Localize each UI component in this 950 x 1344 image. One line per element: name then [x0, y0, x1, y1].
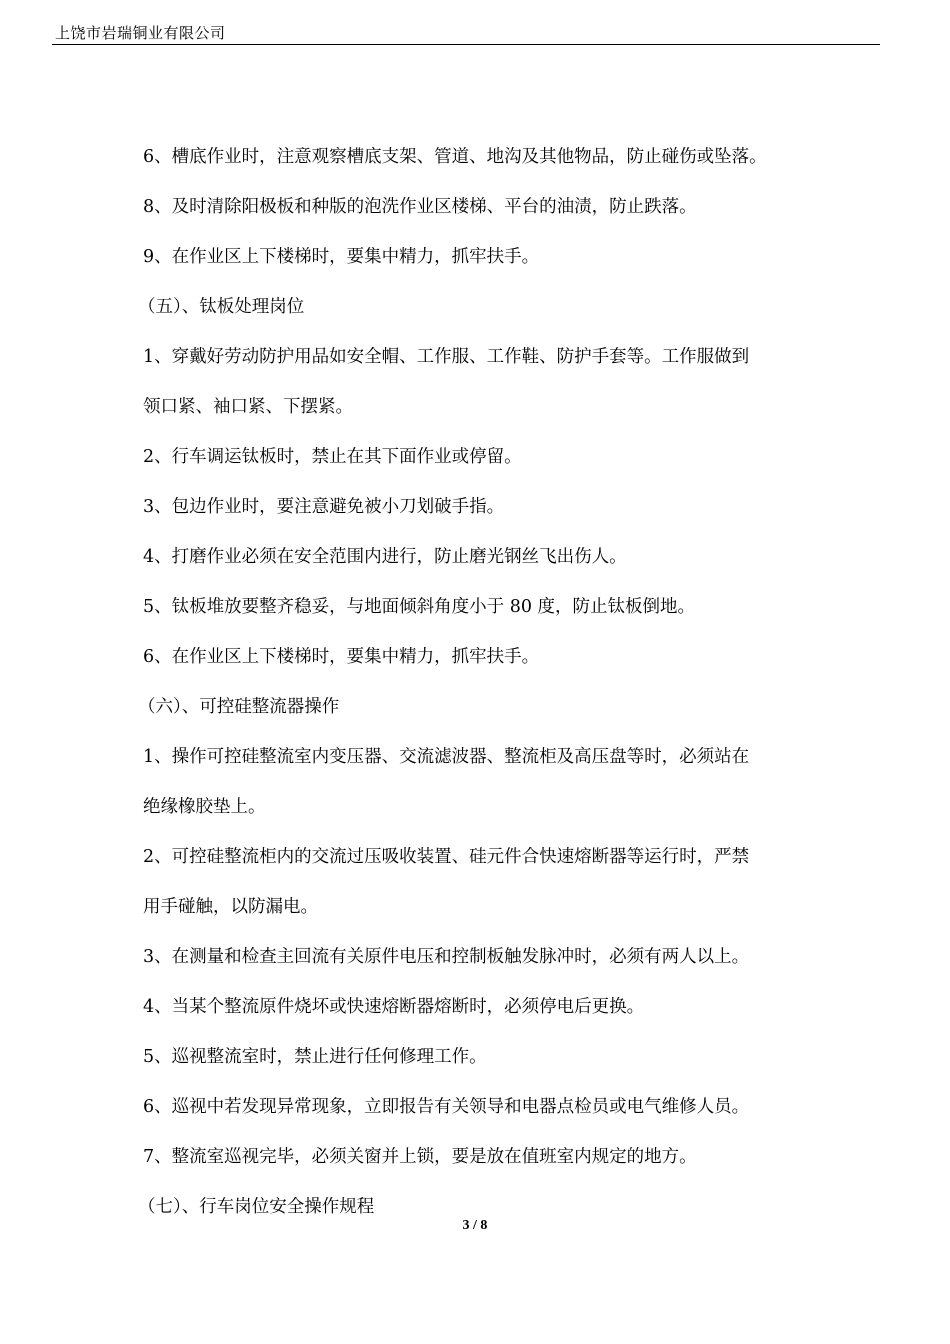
paragraph-line: 7、整流室巡视完毕，必须关窗并上锁，要是放在值班室内规定的地方。	[143, 1147, 697, 1167]
paragraph-line: 2、可控硅整流柜内的交流过压吸收装置、硅元件合快速熔断器等运行时，严禁	[143, 847, 750, 867]
paragraph-line: 6、巡视中若发现异常现象，立即报告有关领导和电器点检员或电气维修人员。	[143, 1097, 750, 1117]
paragraph-line: 绝缘橡胶垫上。	[143, 797, 266, 817]
paragraph-line: 5、巡视整流室时，禁止进行任何修理工作。	[143, 1047, 487, 1067]
paragraph-line: 8、及时清除阳极板和种版的泡洗作业区楼梯、平台的油渍，防止跌落。	[143, 197, 697, 217]
section-heading: （七）、行车岗位安全操作规程	[138, 1197, 375, 1217]
paragraph-line: 2、行车调运钛板时，禁止在其下面作业或停留。	[143, 447, 522, 467]
paragraph-line: 1、穿戴好劳动防护用品如安全帽、工作服、工作鞋、防护手套等。工作服做到	[143, 347, 750, 367]
header-company-name: 上饶市岩瑞铜业有限公司	[55, 24, 226, 42]
section-heading: （五）、钛板处理岗位	[138, 297, 305, 317]
paragraph-line: 1、操作可控硅整流室内变压器、交流滤波器、整流柜及高压盘等时，必须站在	[143, 747, 750, 767]
header-divider	[52, 44, 880, 45]
paragraph-line: 6、在作业区上下楼梯时，要集中精力，抓牢扶手。	[143, 647, 540, 667]
paragraph-line: 9、在作业区上下楼梯时，要集中精力，抓牢扶手。	[143, 247, 540, 267]
page-number: 3 / 8	[462, 1218, 488, 1233]
paragraph-line: 3、在测量和检查主回流有关原件电压和控制板触发脉冲时，必须有两人以上。	[143, 947, 750, 967]
paragraph-line: 5、钛板堆放要整齐稳妥，与地面倾斜角度小于 80 度，防止钛板倒地。	[143, 597, 696, 617]
paragraph-line: 用手碰触，以防漏电。	[143, 897, 318, 917]
document-body	[138, 132, 823, 1232]
paragraph-line: 4、当某个整流原件烧坏或快速熔断器熔断时，必须停电后更换。	[143, 997, 645, 1017]
paragraph-line: 4、打磨作业必须在安全范围内进行，防止磨光钢丝飞出伤人。	[143, 547, 627, 567]
paragraph-line: 领口紧、袖口紧、下摆紧。	[143, 397, 353, 417]
paragraph-line: 3、包边作业时，要注意避免被小刀划破手指。	[143, 497, 505, 517]
section-heading: （六）、可控硅整流器操作	[138, 697, 340, 717]
paragraph-line: 6、槽底作业时，注意观察槽底支架、管道、地沟及其他物品，防止碰伤或坠落。	[143, 147, 767, 167]
